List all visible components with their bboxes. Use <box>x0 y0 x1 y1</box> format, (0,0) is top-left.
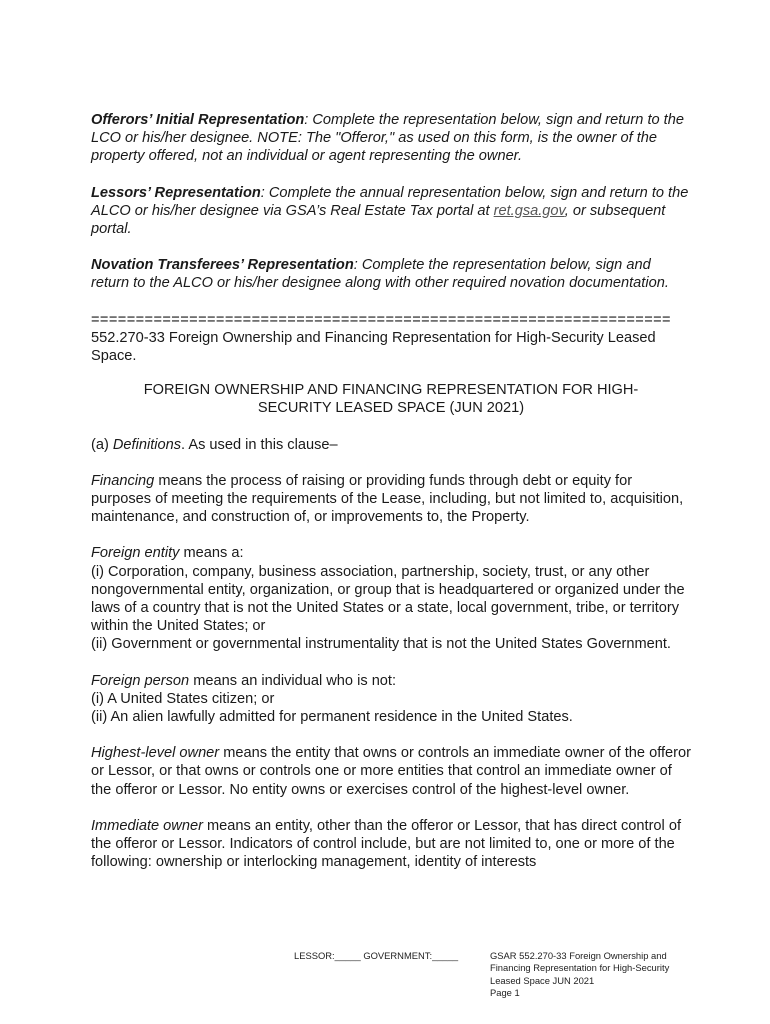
foreign-person-term: Foreign person <box>91 672 190 689</box>
document-body <box>91 111 691 872</box>
definition-immediate-owner <box>91 817 691 872</box>
form-reference-line-3: Leased Space JUN 2021 <box>490 974 595 986</box>
immediate-owner-text: means an entity, other than the offeror or Lessor, that has direct control of the offeror or Lessor. Indicators of control include, but are not limited to, one or more of the following: ownership or interlocking management, identity of interests <box>91 817 682 871</box>
lessors-representation <box>91 184 691 239</box>
definition-foreign-entity <box>91 544 691 653</box>
financing-text: means the process of raising or providing funds through debt or equity for purposes of meeting the requirements of the Lease, including, but not limited to, acquisition, maintenance, and construction of, or improvements to, the Property. <box>91 472 684 526</box>
clause-reference: 552.270-33 Foreign Ownership and Financing Representation for High-Security Leased Space. <box>91 329 656 365</box>
foreign-entity-text: means a: <box>179 545 244 562</box>
foreign-person-text: means an individual who is not: <box>189 672 397 689</box>
foreign-person-lead <box>91 672 691 690</box>
lessors-text: : Complete the annual representation below, sign and return to the ALCO or his/her designee via GSA’s Real Estate Tax portal at <box>91 184 689 219</box>
definitions-prefix: (a) <box>91 436 113 453</box>
highest-level-owner-text: means the entity that owns or controls an immediate owner of the offeror or Lessor, or that owns or controls one or more entities that control an immediate owner of the offeror or Lessor. No entity owns or exercises control of the highest-level owner. <box>91 745 692 798</box>
offerors-heading: Offerors’ Initial Representation <box>91 112 305 128</box>
offerors-representation <box>91 111 691 166</box>
definition-financing <box>91 472 691 527</box>
ret-gsa-gov-link[interactable]: ret.gsa.gov <box>493 202 565 219</box>
novation-text: : Complete the representation below, sign and return to the ALCO or his/her designee along with other required novation documentation. <box>91 257 669 292</box>
signature-initials-line: LESSOR:_____ GOVERNMENT:_____ <box>294 950 459 961</box>
definitions-suffix: . As used in this clause– <box>181 436 338 453</box>
lessors-heading: Lessors’ Representation <box>91 184 261 201</box>
definition-highest-level-owner <box>91 744 691 799</box>
separator-line: ================================================================= <box>91 311 671 328</box>
page-number: Page 1 <box>490 987 520 999</box>
foreign-entity-item-2: (ii) Government or governmental instrumentality that is not the United States Government. <box>91 636 671 653</box>
foreign-person-item-1: (i) A United States citizen; or <box>91 690 275 707</box>
form-reference-line-1: GSAR 552.270-33 Foreign Ownership and <box>490 950 667 961</box>
novation-representation <box>91 256 691 292</box>
form-reference <box>490 950 700 1000</box>
foreign-entity-term: Foreign entity <box>91 545 180 562</box>
offerors-text: : Complete the representation below, sign and return to the LCO or his/her designee. NOTE: The "Offeror," as used on this form, is the owner of the property offered, not an individual or agent representing the owner. <box>91 112 684 165</box>
lessors-text-end: , or subsequent portal. <box>91 202 666 238</box>
foreign-person-item-2: (ii) An alien lawfully admitted for permanent residence in the United States. <box>91 709 573 726</box>
financing-term: Financing <box>91 472 155 489</box>
clause-title: FOREIGN OWNERSHIP AND FINANCING REPRESENTATION FOR HIGH-SECURITY LEASED SPACE (JUN 2021) <box>143 382 639 417</box>
form-reference-line-2: Financing Representation for High-Security <box>490 962 670 974</box>
highest-level-owner-term: Highest-level owner <box>91 745 220 762</box>
immediate-owner-term: Immediate owner <box>91 817 203 834</box>
definitions-intro <box>91 436 691 454</box>
definitions-term: Definitions <box>112 436 182 453</box>
definition-foreign-person <box>91 672 691 727</box>
novation-heading: Novation Transferees’ Representation <box>91 257 354 274</box>
foreign-entity-lead <box>91 544 691 562</box>
foreign-entity-item-1: (i) Corporation, company, business association, partnership, society, trust, or any other nongovernmental entity, organization, or group that is headquartered or organized under the laws of a country that is not the United States or a state, local government, tribe, or territory within the United States; or <box>91 563 685 635</box>
